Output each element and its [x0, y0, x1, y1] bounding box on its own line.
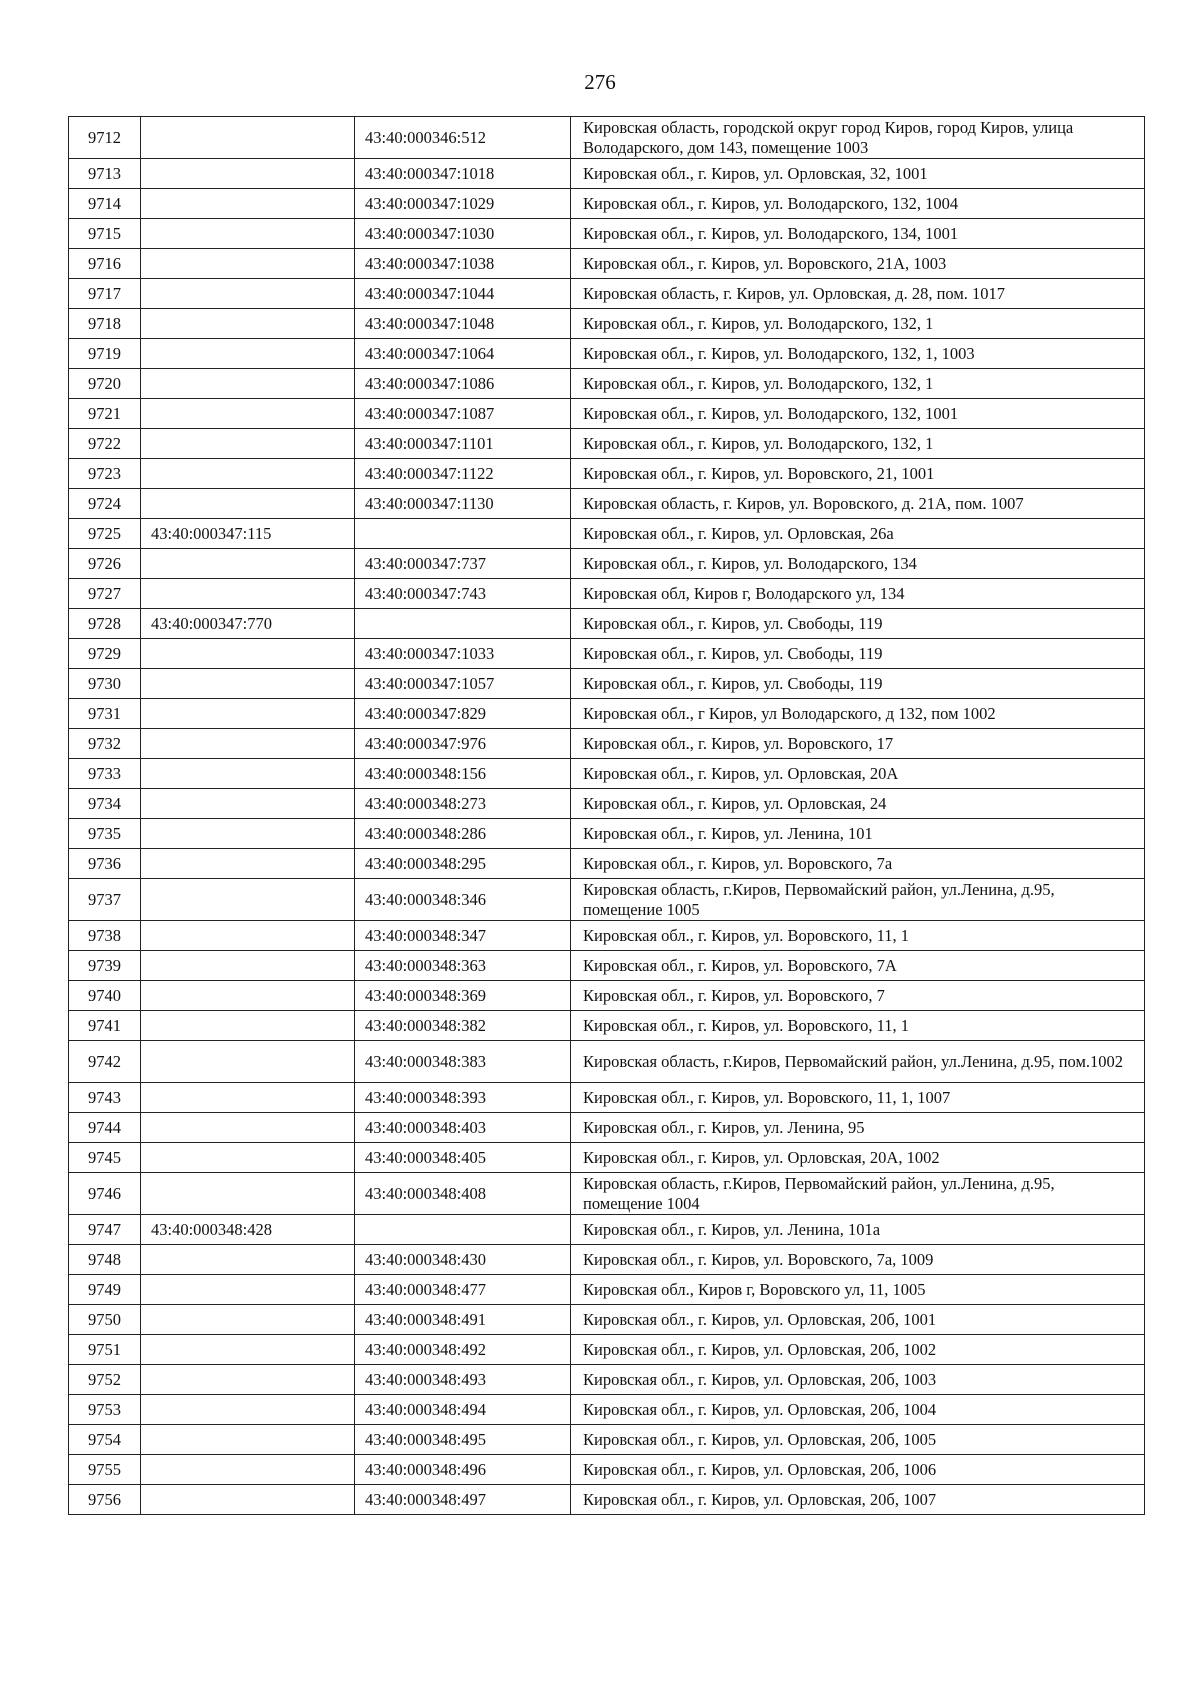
address-cell: Кировская область, г.Киров, Первомайский район, ул.Ленина, д.95, помещение 1005: [571, 879, 1145, 921]
object-cadastral-number-cell: [355, 1215, 571, 1245]
land-cadastral-number-cell: [141, 1041, 355, 1083]
table-row: [69, 117, 1145, 159]
object-cadastral-number-cell: 43:40:000348:382: [355, 1011, 571, 1041]
address-cell: Кировская обл., г. Киров, ул. Володарского, 132, 1: [571, 309, 1145, 339]
address-cell: Кировская обл., г. Киров, ул. Орловская, 20б, 1006: [571, 1455, 1145, 1485]
address-cell: Кировская обл., г. Киров, ул. Орловская, 20А, 1002: [571, 1143, 1145, 1173]
row-number-cell: 9756: [69, 1485, 141, 1515]
object-cadastral-number-cell: 43:40:000347:1030: [355, 219, 571, 249]
address-cell: Кировская обл., г. Киров, ул. Орловская, 20б, 1002: [571, 1335, 1145, 1365]
row-number-cell: 9721: [69, 399, 141, 429]
object-cadastral-number-cell: 43:40:000348:286: [355, 819, 571, 849]
table-row: [69, 279, 1145, 309]
row-number-cell: 9727: [69, 579, 141, 609]
object-cadastral-number-cell: 43:40:000348:273: [355, 789, 571, 819]
address-cell: Кировская обл., г. Киров, ул. Воровского, 11, 1: [571, 921, 1145, 951]
table-row: [69, 1395, 1145, 1425]
land-cadastral-number-cell: [141, 1173, 355, 1215]
address-cell: Кировская обл., г. Киров, ул. Володарского, 132, 1004: [571, 189, 1145, 219]
row-number-cell: 9725: [69, 519, 141, 549]
object-cadastral-number-cell: 43:40:000348:346: [355, 879, 571, 921]
row-number-cell: 9716: [69, 249, 141, 279]
row-number-cell: 9717: [69, 279, 141, 309]
land-cadastral-number-cell: [141, 1335, 355, 1365]
object-cadastral-number-cell: 43:40:000347:1122: [355, 459, 571, 489]
row-number-cell: 9745: [69, 1143, 141, 1173]
object-cadastral-number-cell: 43:40:000348:496: [355, 1455, 571, 1485]
object-cadastral-number-cell: 43:40:000347:976: [355, 729, 571, 759]
address-cell: Кировская обл., г. Киров, ул. Орловская, 32, 1001: [571, 159, 1145, 189]
row-number-cell: 9719: [69, 339, 141, 369]
table-row: [69, 1113, 1145, 1143]
table-row: [69, 1365, 1145, 1395]
object-cadastral-number-cell: 43:40:000347:829: [355, 699, 571, 729]
land-cadastral-number-cell: [141, 789, 355, 819]
table-row: [69, 219, 1145, 249]
table-row: [69, 549, 1145, 579]
land-cadastral-number-cell: [141, 981, 355, 1011]
land-cadastral-number-cell: [141, 1245, 355, 1275]
address-cell: Кировская обл., г. Киров, ул. Володарского, 132, 1: [571, 429, 1145, 459]
address-cell: Кировская обл., г. Киров, ул. Воровского, 7А: [571, 951, 1145, 981]
address-cell: Кировская область, г. Киров, ул. Орловская, д. 28, пом. 1017: [571, 279, 1145, 309]
land-cadastral-number-cell: [141, 819, 355, 849]
table-row: [69, 459, 1145, 489]
address-cell: Кировская обл., г. Киров, ул. Орловская, 24: [571, 789, 1145, 819]
address-cell: Кировская обл., г. Киров, ул. Воровского, 17: [571, 729, 1145, 759]
address-cell: Кировская обл., Киров г, Воровского ул, 11, 1005: [571, 1275, 1145, 1305]
object-cadastral-number-cell: 43:40:000347:737: [355, 549, 571, 579]
table-row: [69, 1143, 1145, 1173]
address-cell: Кировская обл., г. Киров, ул. Орловская, 20А: [571, 759, 1145, 789]
object-cadastral-number-cell: 43:40:000347:1087: [355, 399, 571, 429]
address-cell: Кировская обл., г. Киров, ул. Володарского, 132, 1, 1003: [571, 339, 1145, 369]
address-cell: Кировская обл., г. Киров, ул. Орловская, 26а: [571, 519, 1145, 549]
row-number-cell: 9729: [69, 639, 141, 669]
object-cadastral-number-cell: 43:40:000347:1064: [355, 339, 571, 369]
row-number-cell: 9741: [69, 1011, 141, 1041]
land-cadastral-number-cell: [141, 921, 355, 951]
row-number-cell: 9740: [69, 981, 141, 1011]
object-cadastral-number-cell: 43:40:000347:743: [355, 579, 571, 609]
object-cadastral-number-cell: 43:40:000348:347: [355, 921, 571, 951]
row-number-cell: 9753: [69, 1395, 141, 1425]
address-cell: Кировская обл., г. Киров, ул. Ленина, 95: [571, 1113, 1145, 1143]
object-cadastral-number-cell: 43:40:000347:1101: [355, 429, 571, 459]
land-cadastral-number-cell: [141, 1425, 355, 1455]
table-row: [69, 309, 1145, 339]
table-row: [69, 1425, 1145, 1455]
row-number-cell: 9751: [69, 1335, 141, 1365]
table-row: [69, 1083, 1145, 1113]
table-row: [69, 879, 1145, 921]
land-cadastral-number-cell: [141, 1083, 355, 1113]
table-row: [69, 1335, 1145, 1365]
land-cadastral-number-cell: [141, 699, 355, 729]
page-number: 276: [584, 70, 616, 94]
land-cadastral-number-cell: [141, 1365, 355, 1395]
object-cadastral-number-cell: 43:40:000348:497: [355, 1485, 571, 1515]
object-cadastral-number-cell: [355, 609, 571, 639]
row-number-cell: 9750: [69, 1305, 141, 1335]
land-cadastral-number-cell: [141, 159, 355, 189]
table-row: [69, 189, 1145, 219]
row-number-cell: 9744: [69, 1113, 141, 1143]
row-number-cell: 9738: [69, 921, 141, 951]
row-number-cell: 9746: [69, 1173, 141, 1215]
table-row: [69, 699, 1145, 729]
row-number-cell: 9728: [69, 609, 141, 639]
object-cadastral-number-cell: 43:40:000348:393: [355, 1083, 571, 1113]
row-number-cell: 9713: [69, 159, 141, 189]
land-cadastral-number-cell: [141, 729, 355, 759]
land-cadastral-number-cell: [141, 117, 355, 159]
object-cadastral-number-cell: [355, 519, 571, 549]
land-cadastral-number-cell: [141, 759, 355, 789]
object-cadastral-number-cell: 43:40:000347:1044: [355, 279, 571, 309]
row-number-cell: 9732: [69, 729, 141, 759]
table-row: [69, 609, 1145, 639]
land-cadastral-number-cell: [141, 951, 355, 981]
address-cell: Кировская обл., г. Киров, ул. Свободы, 119: [571, 669, 1145, 699]
row-number-cell: 9754: [69, 1425, 141, 1455]
address-cell: Кировская обл., г. Киров, ул. Воровского, 11, 1, 1007: [571, 1083, 1145, 1113]
table-row: [69, 159, 1145, 189]
address-cell: Кировская обл., г. Киров, ул. Володарского, 132, 1: [571, 369, 1145, 399]
object-cadastral-number-cell: 43:40:000348:493: [355, 1365, 571, 1395]
row-number-cell: 9742: [69, 1041, 141, 1083]
land-cadastral-number-cell: 43:40:000347:115: [141, 519, 355, 549]
address-cell: Кировская обл., г. Киров, ул. Воровского, 11, 1: [571, 1011, 1145, 1041]
row-number-cell: 9755: [69, 1455, 141, 1485]
row-number-cell: 9747: [69, 1215, 141, 1245]
table-row: [69, 849, 1145, 879]
object-cadastral-number-cell: 43:40:000347:1130: [355, 489, 571, 519]
address-cell: Кировская обл., г. Киров, ул. Володарского, 132, 1001: [571, 399, 1145, 429]
table-row: [69, 729, 1145, 759]
table-row: [69, 1041, 1145, 1083]
address-cell: Кировская обл, Киров г, Володарского ул, 134: [571, 579, 1145, 609]
object-cadastral-number-cell: 43:40:000348:477: [355, 1275, 571, 1305]
row-number-cell: 9730: [69, 669, 141, 699]
table-row: [69, 429, 1145, 459]
land-cadastral-number-cell: [141, 849, 355, 879]
object-cadastral-number-cell: 43:40:000347:1038: [355, 249, 571, 279]
object-cadastral-number-cell: 43:40:000348:405: [355, 1143, 571, 1173]
table-row: [69, 1305, 1145, 1335]
address-cell: Кировская обл., г. Киров, ул. Свободы, 119: [571, 609, 1145, 639]
row-number-cell: 9722: [69, 429, 141, 459]
row-number-cell: 9735: [69, 819, 141, 849]
land-cadastral-number-cell: [141, 309, 355, 339]
address-cell: Кировская обл., г. Киров, ул. Орловская, 20б, 1003: [571, 1365, 1145, 1395]
land-cadastral-number-cell: [141, 1275, 355, 1305]
table-row: [69, 369, 1145, 399]
address-cell: Кировская обл., г. Киров, ул. Орловская, 20б, 1005: [571, 1425, 1145, 1455]
table-row: [69, 759, 1145, 789]
table-row: [69, 489, 1145, 519]
row-number-cell: 9726: [69, 549, 141, 579]
object-cadastral-number-cell: 43:40:000348:403: [355, 1113, 571, 1143]
address-cell: Кировская обл., г. Киров, ул. Свободы, 119: [571, 639, 1145, 669]
object-cadastral-number-cell: 43:40:000347:1029: [355, 189, 571, 219]
land-cadastral-number-cell: [141, 1395, 355, 1425]
object-cadastral-number-cell: 43:40:000348:495: [355, 1425, 571, 1455]
object-cadastral-number-cell: 43:40:000348:383: [355, 1041, 571, 1083]
table-row: [69, 1275, 1145, 1305]
row-number-cell: 9723: [69, 459, 141, 489]
row-number-cell: 9743: [69, 1083, 141, 1113]
object-cadastral-number-cell: 43:40:000348:156: [355, 759, 571, 789]
land-cadastral-number-cell: [141, 429, 355, 459]
land-cadastral-number-cell: [141, 579, 355, 609]
table-row: [69, 669, 1145, 699]
land-cadastral-number-cell: 43:40:000348:428: [141, 1215, 355, 1245]
address-cell: Кировская обл., г. Киров, ул. Володарского, 134, 1001: [571, 219, 1145, 249]
table-row: [69, 789, 1145, 819]
address-cell: Кировская область, городской округ город Киров, город Киров, улица Володарского, дом 143, помещение 1003: [571, 117, 1145, 159]
row-number-cell: 9712: [69, 117, 141, 159]
table-row: [69, 1455, 1145, 1485]
table-row: [69, 519, 1145, 549]
object-cadastral-number-cell: 43:40:000348:369: [355, 981, 571, 1011]
table-row: [69, 639, 1145, 669]
object-cadastral-number-cell: 43:40:000348:494: [355, 1395, 571, 1425]
table-row: [69, 819, 1145, 849]
object-cadastral-number-cell: 43:40:000347:1048: [355, 309, 571, 339]
table-row: [69, 339, 1145, 369]
object-cadastral-number-cell: 43:40:000348:492: [355, 1335, 571, 1365]
row-number-cell: 9737: [69, 879, 141, 921]
address-cell: Кировская обл., г. Киров, ул. Орловская, 20б, 1001: [571, 1305, 1145, 1335]
object-cadastral-number-cell: 43:40:000347:1057: [355, 669, 571, 699]
land-cadastral-number-cell: [141, 549, 355, 579]
row-number-cell: 9733: [69, 759, 141, 789]
address-cell: Кировская обл., г. Киров, ул. Воровского, 21, 1001: [571, 459, 1145, 489]
registry-table: [68, 116, 1145, 1515]
row-number-cell: 9724: [69, 489, 141, 519]
table-row: [69, 249, 1145, 279]
land-cadastral-number-cell: 43:40:000347:770: [141, 609, 355, 639]
land-cadastral-number-cell: [141, 639, 355, 669]
address-cell: Кировская обл., г. Киров, ул. Воровского, 7а, 1009: [571, 1245, 1145, 1275]
table-row: [69, 1011, 1145, 1041]
land-cadastral-number-cell: [141, 1143, 355, 1173]
address-cell: Кировская обл., г. Киров, ул. Орловская, 20б, 1004: [571, 1395, 1145, 1425]
row-number-cell: 9736: [69, 849, 141, 879]
object-cadastral-number-cell: 43:40:000348:491: [355, 1305, 571, 1335]
address-cell: Кировская область, г.Киров, Первомайский район, ул.Ленина, д.95, пом.1002: [571, 1041, 1145, 1083]
address-cell: Кировская обл., г. Киров, ул. Ленина, 101: [571, 819, 1145, 849]
row-number-cell: 9715: [69, 219, 141, 249]
row-number-cell: 9731: [69, 699, 141, 729]
land-cadastral-number-cell: [141, 459, 355, 489]
table-row: [69, 579, 1145, 609]
row-number-cell: 9748: [69, 1245, 141, 1275]
table-row: [69, 1485, 1145, 1515]
land-cadastral-number-cell: [141, 279, 355, 309]
table-row: [69, 399, 1145, 429]
land-cadastral-number-cell: [141, 369, 355, 399]
table-row: [69, 921, 1145, 951]
address-cell: Кировская область, г. Киров, ул. Воровского, д. 21А, пом. 1007: [571, 489, 1145, 519]
address-cell: Кировская обл., г Киров, ул Володарского, д 132, пом 1002: [571, 699, 1145, 729]
land-cadastral-number-cell: [141, 1011, 355, 1041]
object-cadastral-number-cell: 43:40:000348:363: [355, 951, 571, 981]
object-cadastral-number-cell: 43:40:000348:295: [355, 849, 571, 879]
table-row: [69, 1215, 1145, 1245]
land-cadastral-number-cell: [141, 399, 355, 429]
address-cell: Кировская обл., г. Киров, ул. Ленина, 101а: [571, 1215, 1145, 1245]
land-cadastral-number-cell: [141, 489, 355, 519]
land-cadastral-number-cell: [141, 879, 355, 921]
table-row: [69, 981, 1145, 1011]
land-cadastral-number-cell: [141, 219, 355, 249]
land-cadastral-number-cell: [141, 1113, 355, 1143]
row-number-cell: 9752: [69, 1365, 141, 1395]
land-cadastral-number-cell: [141, 669, 355, 699]
row-number-cell: 9718: [69, 309, 141, 339]
object-cadastral-number-cell: 43:40:000347:1018: [355, 159, 571, 189]
row-number-cell: 9749: [69, 1275, 141, 1305]
object-cadastral-number-cell: 43:40:000347:1033: [355, 639, 571, 669]
land-cadastral-number-cell: [141, 1305, 355, 1335]
land-cadastral-number-cell: [141, 1455, 355, 1485]
address-cell: Кировская обл., г. Киров, ул. Володарского, 134: [571, 549, 1145, 579]
land-cadastral-number-cell: [141, 189, 355, 219]
land-cadastral-number-cell: [141, 249, 355, 279]
table-row: [69, 951, 1145, 981]
object-cadastral-number-cell: 43:40:000347:1086: [355, 369, 571, 399]
row-number-cell: 9714: [69, 189, 141, 219]
object-cadastral-number-cell: 43:40:000348:408: [355, 1173, 571, 1215]
address-cell: Кировская область, г.Киров, Первомайский район, ул.Ленина, д.95, помещение 1004: [571, 1173, 1145, 1215]
address-cell: Кировская обл., г. Киров, ул. Орловская, 20б, 1007: [571, 1485, 1145, 1515]
address-cell: Кировская обл., г. Киров, ул. Воровского, 7а: [571, 849, 1145, 879]
address-cell: Кировская обл., г. Киров, ул. Воровского, 7: [571, 981, 1145, 1011]
table-row: [69, 1245, 1145, 1275]
address-cell: Кировская обл., г. Киров, ул. Воровского, 21А, 1003: [571, 249, 1145, 279]
land-cadastral-number-cell: [141, 1485, 355, 1515]
object-cadastral-number-cell: 43:40:000346:512: [355, 117, 571, 159]
table-row: [69, 1173, 1145, 1215]
row-number-cell: 9734: [69, 789, 141, 819]
row-number-cell: 9720: [69, 369, 141, 399]
registry-table-body: [69, 117, 1145, 1515]
land-cadastral-number-cell: [141, 339, 355, 369]
object-cadastral-number-cell: 43:40:000348:430: [355, 1245, 571, 1275]
row-number-cell: 9739: [69, 951, 141, 981]
